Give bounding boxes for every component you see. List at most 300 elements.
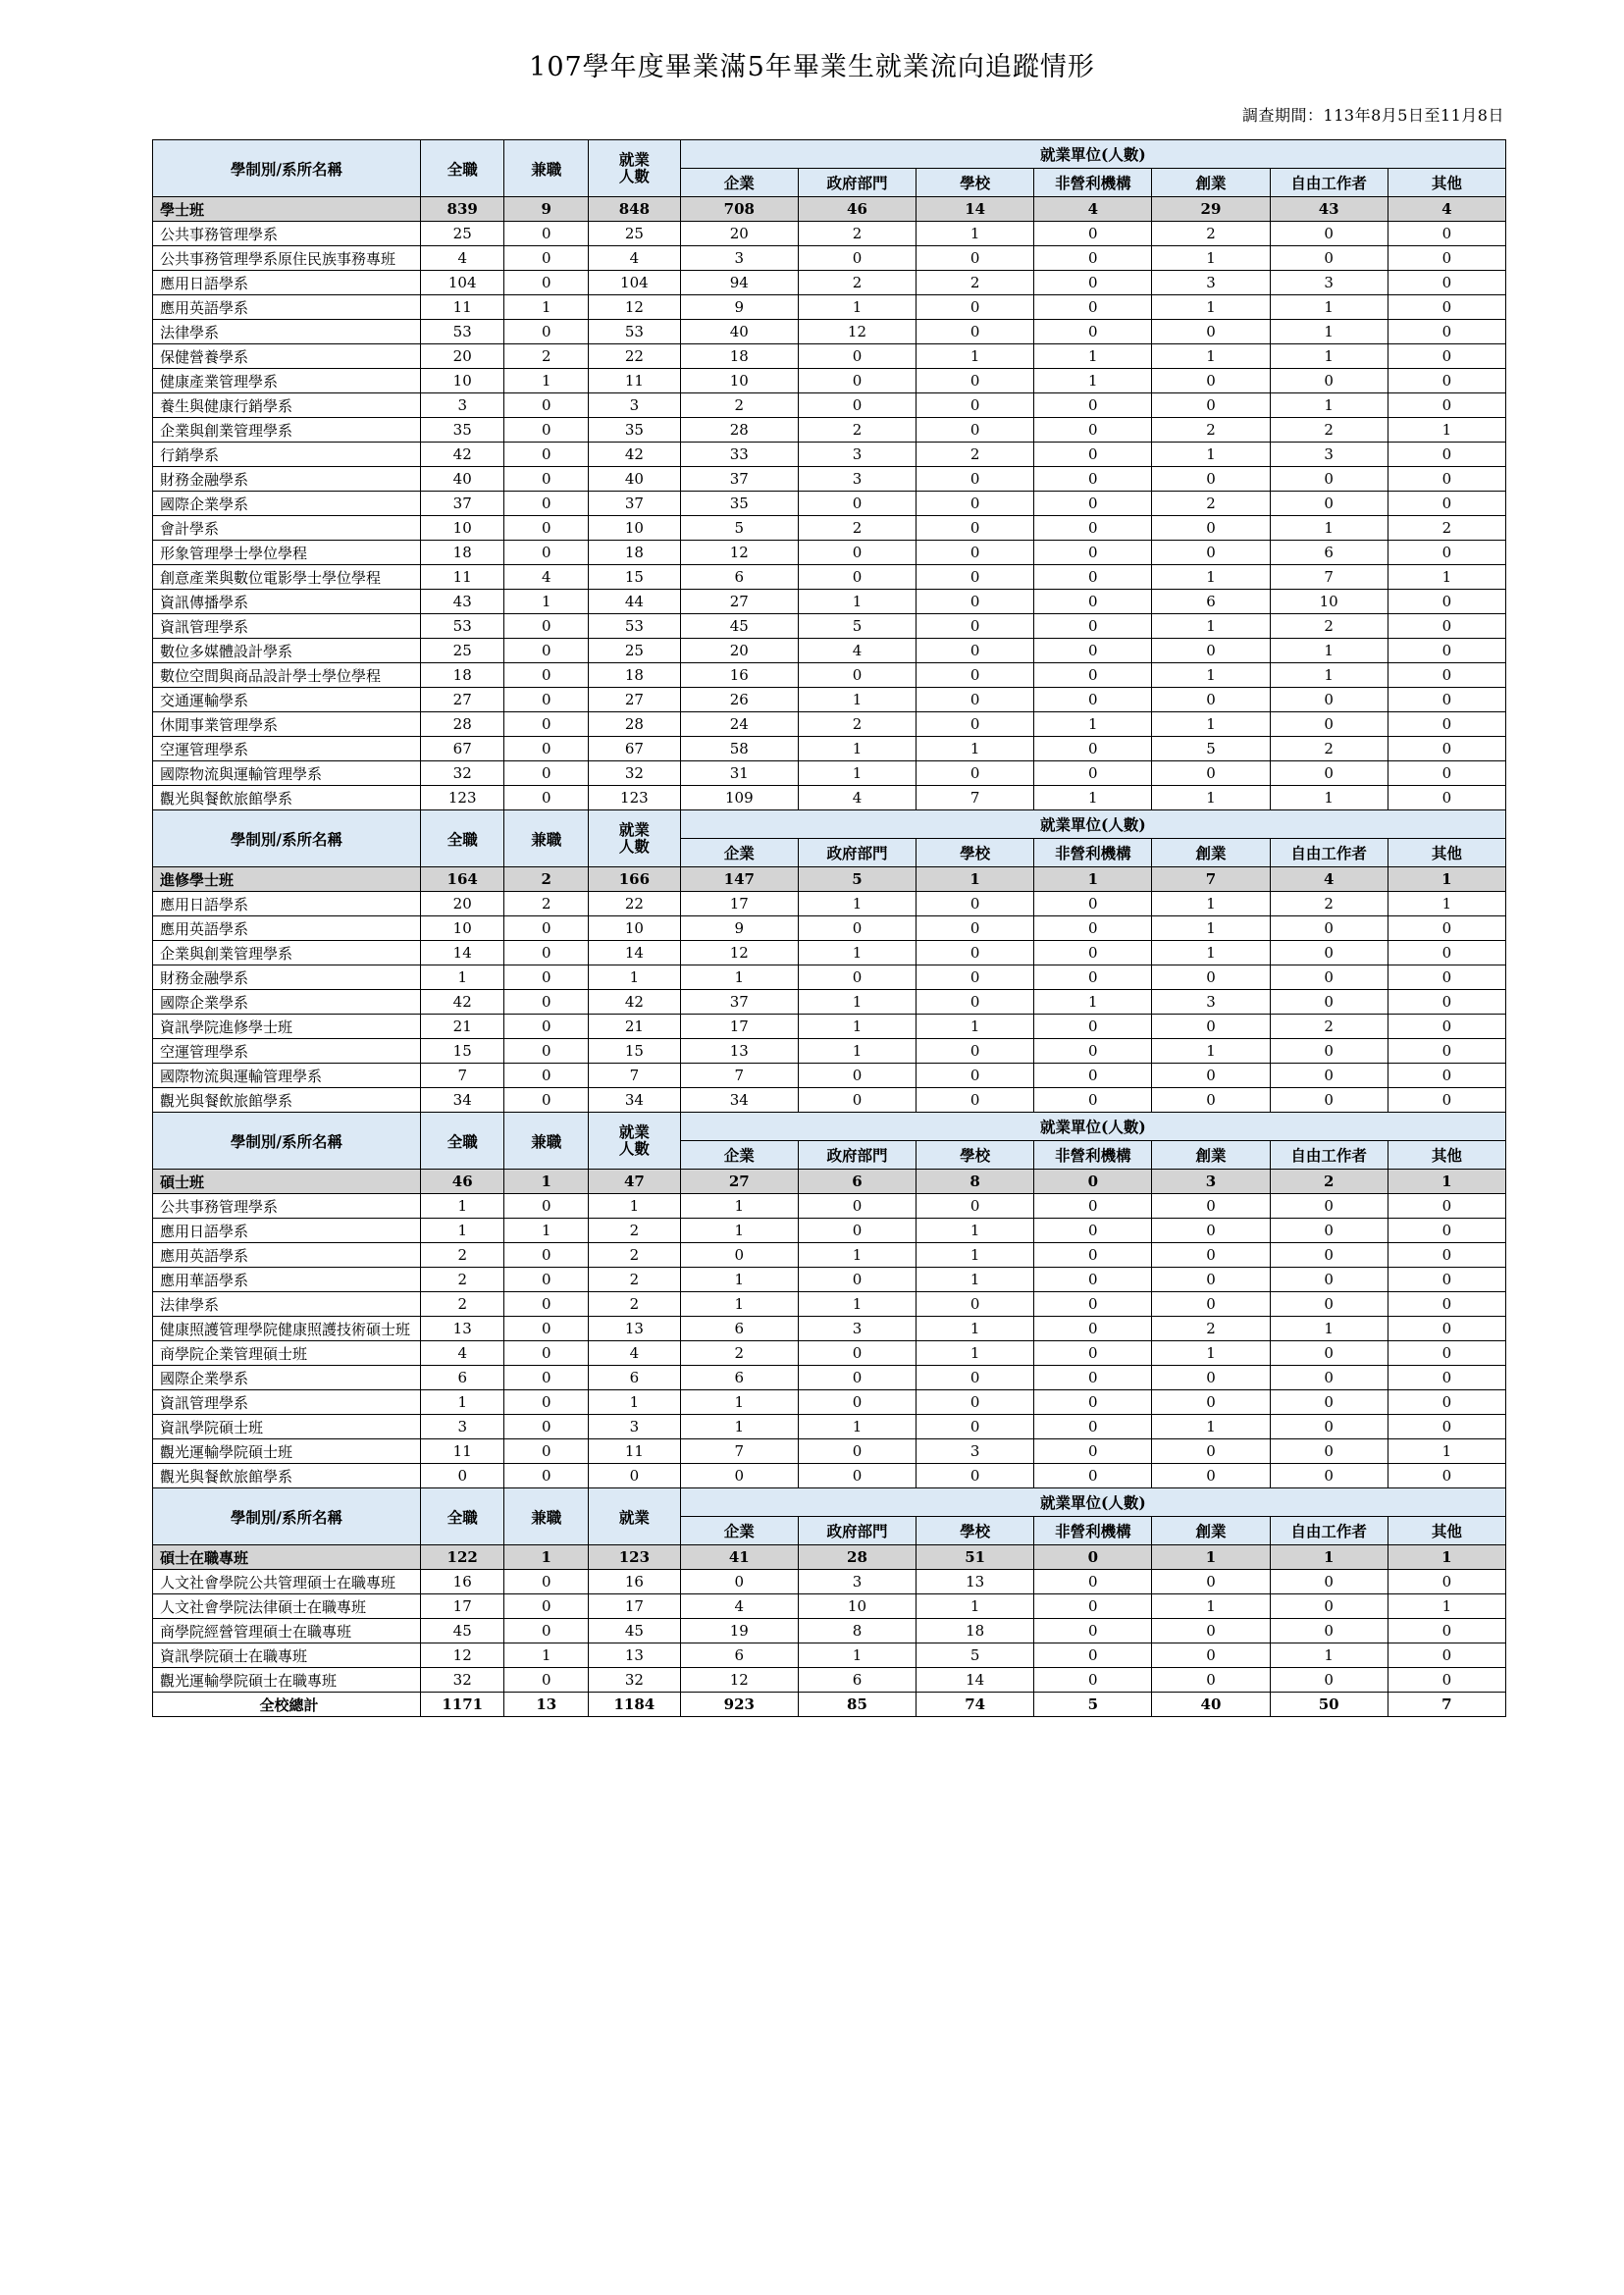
cell-unit-2: 1 xyxy=(917,1317,1034,1341)
cell-parttime: 0 xyxy=(504,1243,589,1268)
cell-unit-1: 6 xyxy=(798,1668,916,1693)
cell-employed: 32 xyxy=(589,761,681,786)
cell-unit-2: 1 xyxy=(917,1268,1034,1292)
cell-unit-6: 0 xyxy=(1388,393,1505,418)
header-parttime: 兼職 xyxy=(504,1488,589,1545)
cell-parttime: 0 xyxy=(504,990,589,1015)
cell-unit-3: 0 xyxy=(1034,443,1152,467)
cell-unit-3: 0 xyxy=(1034,916,1152,941)
cell-employed: 53 xyxy=(589,614,681,639)
cell-unit-1: 85 xyxy=(798,1693,916,1717)
cell-employed: 6 xyxy=(589,1366,681,1390)
cell-unit-0: 37 xyxy=(680,467,798,492)
table-row xyxy=(153,786,1506,810)
cell-program-name: 全校總計 xyxy=(153,1693,421,1717)
cell-unit-0: 12 xyxy=(680,541,798,565)
cell-unit-6: 0 xyxy=(1388,1341,1505,1366)
cell-parttime: 0 xyxy=(504,1439,589,1464)
cell-unit-1: 1 xyxy=(798,1243,916,1268)
cell-unit-2: 0 xyxy=(917,688,1034,712)
cell-unit-0: 1 xyxy=(680,1292,798,1317)
cell-unit-4: 3 xyxy=(1152,1170,1270,1194)
cell-unit-5: 4 xyxy=(1270,867,1388,892)
cell-unit-2: 0 xyxy=(917,1366,1034,1390)
table-row xyxy=(153,1643,1506,1668)
cell-unit-6: 0 xyxy=(1388,1317,1505,1341)
cell-unit-0: 5 xyxy=(680,516,798,541)
cell-unit-4: 0 xyxy=(1152,1439,1270,1464)
cell-employed: 3 xyxy=(589,1415,681,1439)
cell-employed: 53 xyxy=(589,320,681,344)
cell-employed: 13 xyxy=(589,1317,681,1341)
cell-fulltime: 11 xyxy=(420,565,504,590)
page-title: 107學年度畢業滿5年畢業生就業流向追蹤情形 xyxy=(529,52,1095,82)
table-row xyxy=(153,565,1506,590)
cell-unit-2: 0 xyxy=(917,393,1034,418)
cell-unit-5: 1 xyxy=(1270,516,1388,541)
cell-unit-3: 0 xyxy=(1034,892,1152,916)
cell-unit-5: 0 xyxy=(1270,1668,1388,1693)
cell-unit-6: 1 xyxy=(1388,418,1505,443)
cell-unit-1: 8 xyxy=(798,1619,916,1643)
cell-parttime: 0 xyxy=(504,393,589,418)
cell-unit-0: 1 xyxy=(680,1390,798,1415)
cell-unit-5: 0 xyxy=(1270,916,1388,941)
cell-program-name: 公共事務管理學系原住民族事務專班 xyxy=(153,246,421,271)
header-unit-6: 其他 xyxy=(1388,839,1505,867)
table-row xyxy=(153,965,1506,990)
cell-unit-3: 0 xyxy=(1034,1170,1152,1194)
cell-fulltime: 28 xyxy=(420,712,504,737)
cell-program-name: 財務金融學系 xyxy=(153,467,421,492)
cell-unit-1: 0 xyxy=(798,1219,916,1243)
cell-employed: 14 xyxy=(589,941,681,965)
cell-unit-1: 2 xyxy=(798,516,916,541)
cell-unit-3: 0 xyxy=(1034,418,1152,443)
cell-unit-2: 1 xyxy=(917,1341,1034,1366)
cell-unit-6: 0 xyxy=(1388,639,1505,663)
cell-fulltime: 1171 xyxy=(420,1693,504,1717)
cell-unit-6: 0 xyxy=(1388,761,1505,786)
cell-unit-1: 0 xyxy=(798,663,916,688)
cell-unit-4: 0 xyxy=(1152,393,1270,418)
cell-fulltime: 37 xyxy=(420,492,504,516)
cell-unit-2: 0 xyxy=(917,1390,1034,1415)
cell-unit-6: 0 xyxy=(1388,1415,1505,1439)
cell-fulltime: 14 xyxy=(420,941,504,965)
cell-program-name: 空運管理學系 xyxy=(153,1039,421,1064)
cell-unit-5: 0 xyxy=(1270,1439,1388,1464)
cell-unit-2: 0 xyxy=(917,941,1034,965)
cell-unit-4: 1 xyxy=(1152,1594,1270,1619)
cell-unit-1: 2 xyxy=(798,271,916,295)
cell-program-name: 應用日語學系 xyxy=(153,892,421,916)
cell-unit-6: 0 xyxy=(1388,786,1505,810)
cell-parttime: 0 xyxy=(504,271,589,295)
cell-unit-1: 1 xyxy=(798,990,916,1015)
cell-fulltime: 12 xyxy=(420,1643,504,1668)
cell-unit-0: 19 xyxy=(680,1619,798,1643)
cell-unit-6: 0 xyxy=(1388,916,1505,941)
cell-fulltime: 53 xyxy=(420,614,504,639)
cell-unit-3: 0 xyxy=(1034,1439,1152,1464)
cell-unit-2: 0 xyxy=(917,246,1034,271)
cell-unit-3: 4 xyxy=(1034,197,1152,222)
cell-unit-5: 0 xyxy=(1270,712,1388,737)
cell-unit-3: 1 xyxy=(1034,990,1152,1015)
cell-employed: 0 xyxy=(589,1464,681,1488)
cell-unit-1: 0 xyxy=(798,344,916,369)
cell-unit-1: 0 xyxy=(798,541,916,565)
cell-unit-5: 1 xyxy=(1270,786,1388,810)
table-row xyxy=(153,1317,1506,1341)
header-unit-4: 創業 xyxy=(1152,839,1270,867)
cell-fulltime: 27 xyxy=(420,688,504,712)
cell-unit-1: 3 xyxy=(798,443,916,467)
cell-unit-5: 2 xyxy=(1270,892,1388,916)
header-unit-3: 非營利機構 xyxy=(1034,169,1152,197)
cell-parttime: 0 xyxy=(504,941,589,965)
cell-unit-5: 1 xyxy=(1270,1317,1388,1341)
cell-parttime: 0 xyxy=(504,761,589,786)
cell-unit-6: 1 xyxy=(1388,1594,1505,1619)
cell-unit-4: 0 xyxy=(1152,1015,1270,1039)
cell-unit-3: 0 xyxy=(1034,941,1152,965)
cell-parttime: 0 xyxy=(504,614,589,639)
cell-unit-1: 2 xyxy=(798,712,916,737)
cell-unit-6: 7 xyxy=(1388,1693,1505,1717)
cell-unit-3: 0 xyxy=(1034,1390,1152,1415)
cell-unit-5: 1 xyxy=(1270,663,1388,688)
cell-unit-1: 1 xyxy=(798,737,916,761)
cell-unit-5: 2 xyxy=(1270,418,1388,443)
cell-unit-4: 0 xyxy=(1152,1619,1270,1643)
cell-unit-3: 0 xyxy=(1034,1643,1152,1668)
cell-unit-3: 0 xyxy=(1034,1088,1152,1113)
cell-employed: 18 xyxy=(589,541,681,565)
cell-unit-0: 27 xyxy=(680,1170,798,1194)
header-unit-3: 非營利機構 xyxy=(1034,1517,1152,1545)
header-employed-count: 就業 xyxy=(589,1488,681,1545)
cell-unit-3: 0 xyxy=(1034,246,1152,271)
cell-parttime: 0 xyxy=(504,1668,589,1693)
cell-unit-6: 0 xyxy=(1388,541,1505,565)
cell-employed: 848 xyxy=(589,197,681,222)
cell-unit-2: 0 xyxy=(917,369,1034,393)
cell-employed: 123 xyxy=(589,786,681,810)
cell-parttime: 0 xyxy=(504,1619,589,1643)
cell-unit-4: 0 xyxy=(1152,1064,1270,1088)
cell-employed: 7 xyxy=(589,1064,681,1088)
cell-unit-5: 0 xyxy=(1270,1064,1388,1088)
cell-employed: 12 xyxy=(589,295,681,320)
cell-unit-1: 0 xyxy=(798,1390,916,1415)
cell-employed: 22 xyxy=(589,344,681,369)
cell-unit-5: 0 xyxy=(1270,1039,1388,1064)
cell-unit-2: 74 xyxy=(917,1693,1034,1717)
cell-parttime: 0 xyxy=(504,916,589,941)
cell-unit-5: 0 xyxy=(1270,1292,1388,1317)
cell-parttime: 0 xyxy=(504,1366,589,1390)
cell-unit-0: 1 xyxy=(680,1194,798,1219)
cell-program-name: 人文社會學院法律碩士在職專班 xyxy=(153,1594,421,1619)
cell-unit-4: 0 xyxy=(1152,761,1270,786)
header-unit-4: 創業 xyxy=(1152,1141,1270,1170)
table-header-row-top xyxy=(153,810,1506,839)
table-row xyxy=(153,1292,1506,1317)
cell-unit-4: 40 xyxy=(1152,1693,1270,1717)
cell-parttime: 1 xyxy=(504,1545,589,1570)
table-row xyxy=(153,1366,1506,1390)
cell-unit-0: 41 xyxy=(680,1545,798,1570)
cell-unit-2: 0 xyxy=(917,990,1034,1015)
cell-unit-1: 0 xyxy=(798,1366,916,1390)
cell-unit-3: 0 xyxy=(1034,295,1152,320)
cell-parttime: 0 xyxy=(504,1194,589,1219)
cell-program-name: 應用日語學系 xyxy=(153,271,421,295)
cell-program-name: 交通運輸學系 xyxy=(153,688,421,712)
header-unit-3: 非營利機構 xyxy=(1034,1141,1152,1170)
cell-unit-1: 1 xyxy=(798,892,916,916)
cell-employed: 34 xyxy=(589,1088,681,1113)
cell-employed: 67 xyxy=(589,737,681,761)
cell-program-name: 法律學系 xyxy=(153,1292,421,1317)
cell-unit-6: 0 xyxy=(1388,1570,1505,1594)
cell-program-name: 數位空間與商品設計學士學位學程 xyxy=(153,663,421,688)
cell-unit-5: 0 xyxy=(1270,467,1388,492)
cell-unit-6: 0 xyxy=(1388,737,1505,761)
cell-parttime: 0 xyxy=(504,1292,589,1317)
cell-unit-2: 0 xyxy=(917,418,1034,443)
cell-unit-2: 3 xyxy=(917,1439,1034,1464)
cell-fulltime: 42 xyxy=(420,443,504,467)
table-row xyxy=(153,1015,1506,1039)
cell-parttime: 0 xyxy=(504,1088,589,1113)
cell-unit-1: 1 xyxy=(798,1292,916,1317)
cell-unit-1: 6 xyxy=(798,1170,916,1194)
cell-unit-3: 0 xyxy=(1034,639,1152,663)
cell-unit-2: 0 xyxy=(917,320,1034,344)
cell-unit-6: 0 xyxy=(1388,614,1505,639)
cell-unit-3: 0 xyxy=(1034,320,1152,344)
cell-unit-5: 0 xyxy=(1270,965,1388,990)
cell-unit-1: 0 xyxy=(798,1341,916,1366)
table-row xyxy=(153,639,1506,663)
cell-unit-0: 20 xyxy=(680,639,798,663)
cell-unit-5: 6 xyxy=(1270,541,1388,565)
cell-unit-6: 0 xyxy=(1388,246,1505,271)
cell-unit-0: 34 xyxy=(680,1088,798,1113)
cell-unit-4: 1 xyxy=(1152,246,1270,271)
cell-employed: 2 xyxy=(589,1268,681,1292)
cell-unit-2: 0 xyxy=(917,467,1034,492)
header-unit-4: 創業 xyxy=(1152,169,1270,197)
cell-unit-4: 0 xyxy=(1152,516,1270,541)
cell-fulltime: 2 xyxy=(420,1268,504,1292)
cell-fulltime: 122 xyxy=(420,1545,504,1570)
cell-program-name: 應用英語學系 xyxy=(153,1243,421,1268)
cell-fulltime: 20 xyxy=(420,892,504,916)
cell-fulltime: 43 xyxy=(420,590,504,614)
header-unit-5: 自由工作者 xyxy=(1270,169,1388,197)
cell-unit-2: 18 xyxy=(917,1619,1034,1643)
cell-unit-6: 0 xyxy=(1388,1039,1505,1064)
header-employment-unit-group: 就業單位(人數) xyxy=(680,1488,1505,1517)
cell-unit-5: 1 xyxy=(1270,1643,1388,1668)
cell-unit-2: 0 xyxy=(917,916,1034,941)
cell-unit-1: 0 xyxy=(798,393,916,418)
cell-fulltime: 10 xyxy=(420,369,504,393)
header-parttime: 兼職 xyxy=(504,140,589,197)
cell-unit-3: 0 xyxy=(1034,663,1152,688)
cell-unit-6: 0 xyxy=(1388,1194,1505,1219)
cell-unit-4: 6 xyxy=(1152,590,1270,614)
cell-employed: 37 xyxy=(589,492,681,516)
cell-unit-1: 12 xyxy=(798,320,916,344)
cell-unit-1: 1 xyxy=(798,688,916,712)
table-row xyxy=(153,1390,1506,1415)
table-row xyxy=(153,614,1506,639)
table-row xyxy=(153,295,1506,320)
cell-employed: 123 xyxy=(589,1545,681,1570)
cell-unit-3: 0 xyxy=(1034,1243,1152,1268)
cell-employed: 10 xyxy=(589,516,681,541)
cell-unit-1: 0 xyxy=(798,369,916,393)
cell-unit-2: 0 xyxy=(917,1464,1034,1488)
cell-unit-2: 0 xyxy=(917,516,1034,541)
cell-fulltime: 4 xyxy=(420,246,504,271)
cell-unit-3: 0 xyxy=(1034,492,1152,516)
cell-fulltime: 104 xyxy=(420,271,504,295)
cell-parttime: 1 xyxy=(504,369,589,393)
table-row xyxy=(153,541,1506,565)
cell-fulltime: 10 xyxy=(420,916,504,941)
cell-fulltime: 15 xyxy=(420,1039,504,1064)
cell-unit-5: 1 xyxy=(1270,295,1388,320)
cell-fulltime: 1 xyxy=(420,1219,504,1243)
cell-unit-2: 0 xyxy=(917,1039,1034,1064)
cell-unit-6: 0 xyxy=(1388,712,1505,737)
cell-employed: 18 xyxy=(589,663,681,688)
cell-unit-1: 28 xyxy=(798,1545,916,1570)
cell-employed: 17 xyxy=(589,1594,681,1619)
cell-fulltime: 7 xyxy=(420,1064,504,1088)
header-unit-0: 企業 xyxy=(680,1141,798,1170)
header-employed-count: 就業 人數 xyxy=(589,810,681,867)
cell-unit-1: 10 xyxy=(798,1594,916,1619)
table-row xyxy=(153,663,1506,688)
cell-parttime: 0 xyxy=(504,492,589,516)
cell-unit-3: 0 xyxy=(1034,590,1152,614)
cell-unit-0: 1 xyxy=(680,965,798,990)
cell-unit-5: 50 xyxy=(1270,1693,1388,1717)
cell-program-name: 資訊管理學系 xyxy=(153,614,421,639)
cell-unit-2: 1 xyxy=(917,1219,1034,1243)
cell-unit-0: 37 xyxy=(680,990,798,1015)
cell-unit-5: 0 xyxy=(1270,1243,1388,1268)
cell-employed: 22 xyxy=(589,892,681,916)
cell-unit-1: 3 xyxy=(798,1570,916,1594)
cell-fulltime: 11 xyxy=(420,295,504,320)
cell-unit-1: 0 xyxy=(798,1088,916,1113)
cell-unit-5: 0 xyxy=(1270,761,1388,786)
cell-unit-2: 1 xyxy=(917,1243,1034,1268)
cell-unit-2: 0 xyxy=(917,1194,1034,1219)
cell-employed: 166 xyxy=(589,867,681,892)
cell-unit-0: 6 xyxy=(680,1643,798,1668)
cell-unit-0: 31 xyxy=(680,761,798,786)
cell-fulltime: 25 xyxy=(420,639,504,663)
cell-unit-5: 0 xyxy=(1270,688,1388,712)
cell-unit-5: 0 xyxy=(1270,1088,1388,1113)
cell-unit-5: 0 xyxy=(1270,492,1388,516)
cell-program-name: 碩士在職專班 xyxy=(153,1545,421,1570)
cell-unit-2: 0 xyxy=(917,892,1034,916)
cell-unit-0: 2 xyxy=(680,393,798,418)
cell-unit-4: 0 xyxy=(1152,639,1270,663)
cell-unit-2: 0 xyxy=(917,639,1034,663)
table-row xyxy=(153,1619,1506,1643)
cell-parttime: 0 xyxy=(504,1390,589,1415)
cell-unit-3: 0 xyxy=(1034,516,1152,541)
cell-unit-4: 0 xyxy=(1152,1464,1270,1488)
cell-program-name: 學士班 xyxy=(153,197,421,222)
cell-unit-4: 0 xyxy=(1152,1570,1270,1594)
table-row xyxy=(153,369,1506,393)
cell-unit-0: 33 xyxy=(680,443,798,467)
cell-program-name: 進修學士班 xyxy=(153,867,421,892)
cell-unit-2: 1 xyxy=(917,737,1034,761)
table-row-section-total xyxy=(153,867,1506,892)
cell-program-name: 碩士班 xyxy=(153,1170,421,1194)
cell-employed: 1 xyxy=(589,965,681,990)
cell-unit-2: 1 xyxy=(917,867,1034,892)
cell-program-name: 觀光運輸學院碩士班 xyxy=(153,1439,421,1464)
table-row xyxy=(153,492,1506,516)
cell-fulltime: 17 xyxy=(420,1594,504,1619)
cell-parttime: 0 xyxy=(504,1064,589,1088)
cell-employed: 35 xyxy=(589,418,681,443)
header-unit-0: 企業 xyxy=(680,839,798,867)
cell-parttime: 0 xyxy=(504,1039,589,1064)
table-row xyxy=(153,1668,1506,1693)
cell-unit-3: 0 xyxy=(1034,1268,1152,1292)
cell-unit-5: 3 xyxy=(1270,443,1388,467)
cell-fulltime: 6 xyxy=(420,1366,504,1390)
cell-unit-2: 13 xyxy=(917,1570,1034,1594)
header-unit-6: 其他 xyxy=(1388,1141,1505,1170)
cell-unit-6: 0 xyxy=(1388,320,1505,344)
cell-unit-5: 0 xyxy=(1270,1366,1388,1390)
cell-program-name: 國際企業學系 xyxy=(153,990,421,1015)
table-row xyxy=(153,418,1506,443)
cell-unit-3: 0 xyxy=(1034,965,1152,990)
cell-unit-5: 7 xyxy=(1270,565,1388,590)
cell-unit-1: 3 xyxy=(798,467,916,492)
table-row xyxy=(153,941,1506,965)
cell-employed: 1184 xyxy=(589,1693,681,1717)
cell-unit-1: 2 xyxy=(798,418,916,443)
cell-unit-2: 0 xyxy=(917,590,1034,614)
cell-parttime: 0 xyxy=(504,1341,589,1366)
table-row xyxy=(153,1464,1506,1488)
table-row xyxy=(153,1219,1506,1243)
cell-unit-2: 0 xyxy=(917,663,1034,688)
cell-program-name: 國際物流與運輸管理學系 xyxy=(153,1064,421,1088)
cell-program-name: 公共事務管理學系 xyxy=(153,222,421,246)
cell-program-name: 資訊管理學系 xyxy=(153,1390,421,1415)
cell-unit-1: 1 xyxy=(798,1415,916,1439)
